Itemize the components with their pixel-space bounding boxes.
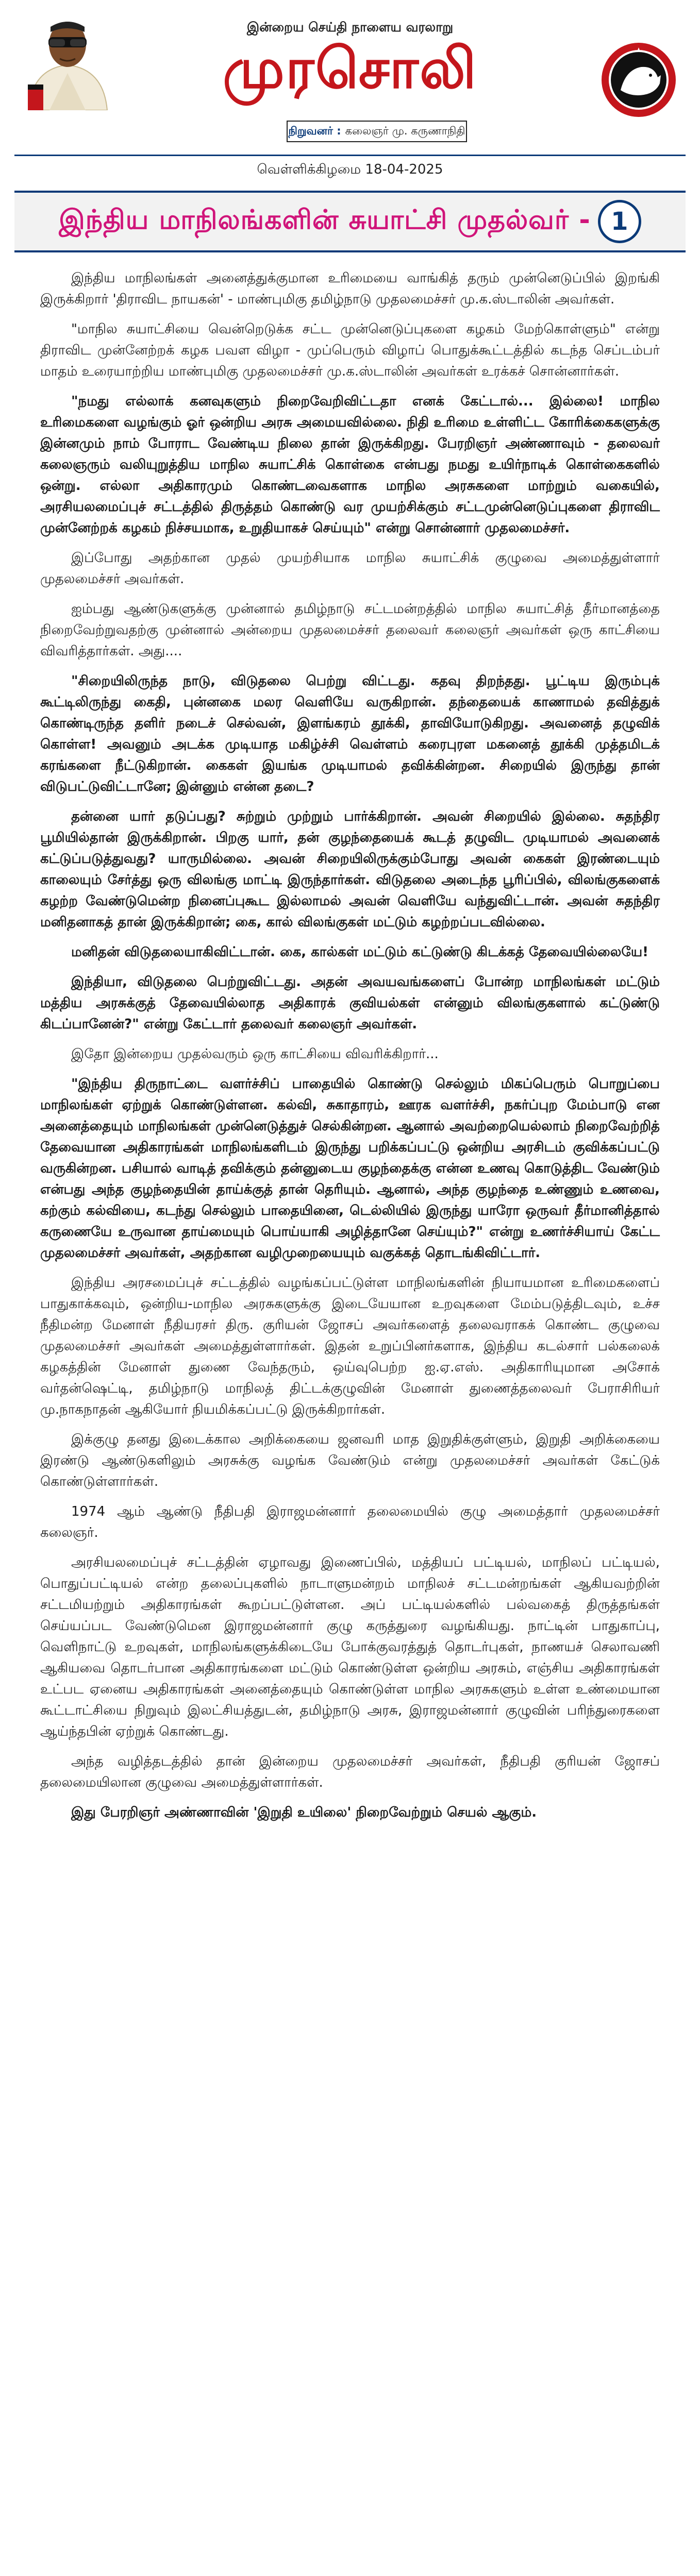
article-paragraph: இந்திய அரசமைப்புச் சட்டத்தில் வழங்கப்பட்டுள்ள மாநிலங்களின் நியாயமான உரிமைகளைப் பாதுகாக்கவும், ஒன்றிய-மாநில அரசுகளுக்கு இடையேயான உறவுகளை மேம்படுத்திடவும், உச்ச நீதிமன்ற மேனாள் நீதியரசர் திரு. குரியன் ஜோசப் அவர்களைத் தலைவராகக் கொண்ட குழுவை முதலமைச்சர் அவர்கள் அமைத்துள்ளார்கள். இதன் உறுப்பினர்களாக, இந்திய கடல்சார் பல்கலைக் கழகத்தின் மேனாள் துணை வேந்தரும், ஒய்வுபெற்ற ஐ.ஏ.எஸ். அதிகாரியுமான அசோக் வர்தன்ஷெட்டி, தமிழ்நாடு மாநிலத் திட்டக்குழுவின் மேனாள் துணைத்தலைவர் பேராசிரியர் மு.நாகநாதன் ஆகியோர் நியமிக்கப்பட்டு இருக்கிறார்கள்.	[40, 1275, 660, 1417]
article-paragraph: "மாநில சுயாட்சியை வென்றெடுக்க சட்ட முன்னெடுப்புகளை கழகம் மேற்கொள்ளும்" என்று திராவிட முன்னேற்றக் கழக பவள விழா - முப்பெரும் விழாப் பொதுக்கூட்டத்தில் கடந்த செப்டம்பர் மாதம் உரையாற்றிய மாண்புமிகு முதலமைச்சர் மு.க.ஸ்டாலின் அவர்கள் உரக்கச் சொன்னார்கள்.	[40, 321, 660, 379]
newspaper-logo: முரசொலி	[223, 36, 477, 101]
article-paragraph: இப்போது அதற்கான முதல் முயற்சியாக மாநில சுயாட்சிக் குழுவை அமைத்துள்ளார் முதலமைச்சர் அவர்கள்.	[40, 550, 660, 587]
masthead-divider	[14, 155, 686, 156]
tagline: இன்றைய செய்தி நாளைய வரலாறு	[246, 20, 454, 35]
article-paragraph: இதோ இன்றைய முதல்வரும் ஒரு காட்சியை விவரிக்கிறார்...	[71, 1046, 439, 1062]
founder-box	[287, 121, 467, 142]
article-paragraph: "நமது எல்லாக் கனவுகளும் நிறைவேறிவிட்டதா எனக் கேட்டால்... இல்லை! மாநில உரிமைகளை வழங்கும் ஓர் ஒன்றிய அரசு அமையவில்லை. நிதி உரிமை உள்ளிட்ட கோரிக்கைகளுக்கு இன்னமும் நாம் போராட வேண்டிய நிலை தான் இருக்கிறது. பேரறிஞர் அண்ணாவும் - தலைவர் கலைஞரும் வலியுறுத்திய மாநில சுயாட்சிக் கொள்கை என்பது நமது உயிர்நாடிக் கொள்கைகளில் ஒன்று. எல்லா அதிகாரமும் கொண்டவைகளாக மாநில அரசுகளை மாற்றும் வகையில், அரசியலமைப்புச் சட்டத்தில் திருத்தம் கொண்டு வர முயற்சிக்கும் சட்டமுன்னெடுப்புகளை திராவிட முன்னேற்றக் கழகம் நிச்சயமாக, உறுதியாகச் செய்யும்" என்று சொன்னார் முதலமைச்சர்.	[40, 394, 660, 536]
article-quote: மனிதன் விடுதலையாகிவிட்டான். கை, கால்கள் மட்டும் கட்டுண்டு கிடக்கத் தேவையில்லையே!	[71, 944, 648, 960]
article-quote: "இந்திய திருநாட்டை வளர்ச்சிப் பாதையில் கொண்டு செல்லும் மிகப்பெரும் பொறுப்பை மாநிலங்கள் ஏற்றுக் கொண்டுள்ளன. கல்வி, சுகாதாரம், ஊரக வளர்ச்சி, நகர்ப்புற மேம்பாடு என அனைத்தையும் மாநிலங்கள் முன்னெடுத்துச் செல்கின்றன. ஆனால் அவற்றையெல்லாம் நிறைவேற்றித் தேவையான அதிகாரங்கள் மாநிலங்களிடம் இருந்து பறிக்கப்பட்டு ஒன்றிய அரசிடம் குவிக்கப்பட்டு வருகின்றன. பசியால் வாடித் தவிக்கும் தன்னுடைய குழந்தைக்கு என்ன உணவு கொடுத்திட வேண்டும் என்பது அந்த குழந்தையின் தாய்க்குத் தான் தெரியும். ஆனால், அந்த குழந்தை உண்ணும் உணவை, கற்கும் கல்வியை, கடந்து செல்லும் பாதையினை, டெல்லியில் இருந்து யாரோ ஒருவர் தீர்மானித்தால் கருணையே உருவான தாய்மையும் பொய்யாகி அழித்தானே செய்யும்?" என்று உணர்ச்சியாய் கேட்ட முதலமைச்சர் அவர்கள், அதற்கான வழிமுறையையும் வகுக்கத் தொடங்கிவிட்டார்.	[40, 1076, 660, 1261]
article-paragraph: இக்குழு தனது இடைக்கால அறிக்கையை ஜனவரி மாத இறுதிக்குள்ளும், இறுதி அறிக்கையை இரண்டு ஆண்டுகளிலும் அரசுக்கு வழங்க வேண்டும் என்று முதலமைச்சர் அவர்கள் கேட்டுக் கொண்டுள்ளார்கள்.	[40, 1432, 660, 1489]
article-paragraph: அரசியலமைப்புச் சட்டத்தின் ஏழாவது இணைப்பில், மத்தியப் பட்டியல், மாநிலப் பட்டியல், பொதுப்பட்டியல் என்ற தலைப்புகளில் நாடாளுமன்றம் மாநிலச் சட்டமன்றங்கள் ஆகியவற்றின் சட்டமியற்றும் அதிகாரங்கள் கூறப்பட்டுள்ளன. அப் பட்டியல்களில் பல்வகைத் திருத்தங்கள் செய்யப்பட வேண்டுமென இராஜமன்னார் குழு கருத்துரை வழங்கியது. நாட்டின் பாதுகாப்பு, வெளிநாட்டு உறவுகள், மாநிலங்களுக்கிடையே போக்குவரத்துத் தொடர்புகள், நாணயச் செலாவணி ஆகியவை தொடர்பான அதிகாரங்களை மட்டும் கொண்டுள்ள ஒன்றிய அரசும், எஞ்சிய அதிகாரங்கள் உட்பட ஏனைய அதிகாரங்கள் அனைத்தையும் கொண்டுள்ள மாநில அரசுகளும் உள்ள உண்மையான கூட்டாட்சியை நிறுவும் இலட்சியத்துடன், தமிழ்நாடு அரசு, இராஜமன்னார் குழுவின் பரிந்துரைகளை ஆய்ந்தபின் ஏற்றுக் கொண்டது.	[40, 1555, 660, 1739]
article-quote: "சிறையிலிருந்த நாடு, விடுதலை பெற்று விட்டது. கதவு திறந்தது. பூட்டிய இரும்புக் கூட்டிலிருந்து கைதி, புன்னகை மலர வெளியே வருகிறான். தந்தையைக் காணாமல் தவித்துக் கொண்டிருந்த தளிர் நடைச் செல்வன், இளங்கரம் தூக்கி, தாவியோடுகிறது. அவனைத் தழுவிக் கொள்ள! அவனும் அடக்க முடியாத மகிழ்ச்சி வெள்ளம் கரைபுரள மகனைத் தூக்கி முத்தமிடக் கரங்களை நீட்டுகிறான். கைகள் இயங்க முடியாமல் தவிக்கின்றன. சிறையில் இருந்து தான் விடுபட்டுவிட்டானே; இன்னும் என்ன தடை?	[40, 673, 660, 794]
headline-title: இந்திய மாநிலங்களின் சுயாட்சி முதல்வர் -	[59, 204, 591, 235]
article-paragraph: 1974 ஆம் ஆண்டு நீதிபதி இராஜமன்னார் தலைமையில் குழு அமைத்தார் முதலமைச்சர் கலைஞர்.	[40, 1504, 660, 1540]
newspaper-page	[14, 0, 686, 2576]
article-body	[40, 268, 660, 1832]
founder-label: நிறுவனர் :	[288, 124, 341, 137]
article-paragraph: இது பேரறிஞர் அண்ணாவின் 'இறுதி உயிலை' நிறைவேற்றும் செயல் ஆகும்.	[71, 1805, 537, 1820]
founder-name: கலைஞர் மு. கருணாநிதி	[345, 124, 465, 137]
headline-band	[14, 191, 686, 252]
article-paragraph: ஐம்பது ஆண்டுகளுக்கு முன்னால் தமிழ்நாடு சட்டமன்றத்தில் மாநில சுயாட்சித் தீர்மானத்தை நிறைவேற்றுவதற்கு முன்னால் அன்றைய முதலமைச்சர் தலைவர் கலைஞர் அவர்கள் ஒரு காட்சியை விவரித்தார்கள். அது....	[40, 601, 660, 659]
masthead	[14, 0, 686, 185]
article-paragraph: அந்த வழித்தடத்தில் தான் இன்றைய முதலமைச்சர் அவர்கள், நீதிபதி குரியன் ஜோசப் தலைமையிலான குழுவை அமைத்துள்ளார்கள்.	[40, 1754, 660, 1790]
sun-emblem-icon	[600, 41, 677, 118]
issue-date: வெள்ளிக்கிழமை 18-04-2025	[257, 162, 443, 177]
part-number-badge: 1	[598, 200, 641, 243]
article-paragraph: இந்திய மாநிலங்கள் அனைத்துக்குமான உரிமையை வாங்கித் தரும் முன்னெடுப்பில் இறங்கி இருக்கிறார் 'திராவிட நாயகன்' - மாண்புமிகு தமிழ்நாடு முதலமைச்சர் மு.க.ஸ்டாலின் அவர்கள்.	[40, 270, 660, 307]
article-quote: இந்தியா, விடுதலை பெற்றுவிட்டது. அதன் அவயவங்களைப் போன்ற மாநிலங்கள் மட்டும் மத்திய அரசுக்குத் தேவையில்லாத அதிகாரக் குவியல்கள் என்னும் விலங்குகளால் கட்டுண்டு கிடப்பானேன்?" என்று கேட்டார் தலைவர் கலைஞர் அவர்கள்.	[40, 974, 660, 1032]
article-quote: தன்னை யார் தடுப்பது? சுற்றும் முற்றும் பார்க்கிறான். அவன் சிறையில் இல்லை. சுதந்திர பூமியில்தான் இருக்கிறான். பிறகு யார், தன் குழந்தையைக் கூடத் தழுவிட முடியாமல் அவனைக் கட்டுப்படுத்துவது? யாருமில்லை. அவன் சிறையிலிருக்கும்போது அவன் கைகள் இரண்டையும் காலையும் சேர்த்து ஒரு விலங்கு மாட்டி இருந்தார்கள். விடுதலை அடைந்த பூரிப்பில், விலங்குகளைக் கழற்ற வேண்டுமென்ற நினைப்புகூட இல்லாமல் அவன் வெளியே வந்துவிட்டான். அவன் சுதந்திர மனிதனாகத் தான் இருக்கிறான்; கை, கால் விலங்குகள் மட்டும் கழற்றப்படவில்லை.	[40, 809, 660, 930]
